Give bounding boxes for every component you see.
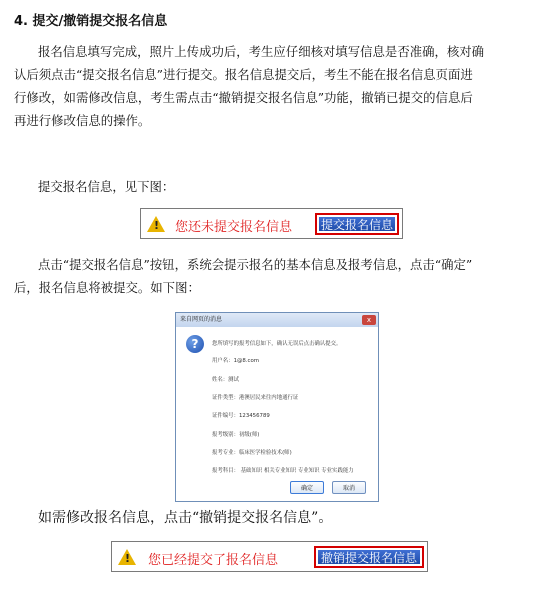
dialog-line: 姓名：测试 — [212, 377, 239, 383]
submit-status-bar: ! 您还未提交报名信息 提交报名信息 — [140, 208, 403, 239]
confirm-dialog — [175, 312, 379, 502]
revoke-submit-button[interactable]: 撤销提交报名信息 — [318, 550, 420, 564]
dialog-line: 您所填写的报考信息如下，确认无误后点击确认提交。 — [212, 341, 342, 347]
revoke-intro-text: 如需修改报名信息，点击“撤销提交报名信息”。 — [38, 510, 333, 526]
confirm-paragraph — [14, 253, 534, 299]
submit-intro-text: 提交报名信息，见下图： — [38, 179, 175, 194]
dialog-line: 证件类型：港澳居民来往内地通行证 — [212, 395, 299, 401]
cancel-button[interactable]: 取消 — [332, 481, 366, 494]
not-submitted-text: 您还未提交报名信息 — [175, 220, 293, 235]
paragraph-line: 认后须点击“提交报名信息”进行提交。报名信息提交后，考生不能在报名信息页面进 — [14, 67, 473, 82]
revoke-status-bar: ! 您已经提交了报名信息 撤销提交报名信息 — [111, 541, 428, 572]
close-icon[interactable]: x — [362, 315, 376, 325]
question-icon: ? — [186, 335, 204, 353]
paragraph-line: 点击“提交报名信息”按钮，系统会提示报名的基本信息及报考信息，点击“确定” — [38, 257, 473, 272]
paragraph-line: 报名信息填写完成，照片上传成功后，考生应仔细核对填写信息是否准确，核对确 — [38, 44, 485, 59]
paragraph-line: 后，报名信息将被提交。如下图： — [14, 280, 200, 295]
dialog-line: 报考级别：初级(师) — [212, 432, 260, 438]
dialog-line: 报考专业：临床医学检验技术(师) — [212, 450, 292, 456]
intro-paragraph — [14, 40, 534, 132]
ok-button[interactable]: 确定 — [290, 481, 324, 494]
submitted-text: 您已经提交了报名信息 — [148, 553, 279, 568]
dialog-line: 报考科目： 基础知识 相关专业知识 专业知识 专业实践能力 — [212, 468, 354, 474]
paragraph-line: 行修改，如需修改信息，考生需点击“撤销提交报名信息”功能，撤销已提交的信息后 — [14, 90, 473, 105]
revoke-info-button-highlight — [314, 546, 424, 568]
submit-info-button[interactable]: 提交报名信息 — [320, 217, 393, 232]
submit-info-button-highlight — [315, 213, 399, 235]
dialog-body — [180, 329, 374, 497]
dialog-line: 用户名：1@8.com — [212, 358, 260, 364]
section-heading: 4. 提交/撤销提交报名信息 — [14, 14, 168, 29]
dialog-title: 来自网页的消息 — [176, 313, 378, 327]
paragraph-line: 再进行修改信息的操作。 — [14, 113, 151, 128]
dialog-line: 证件编号：123456789 — [212, 413, 270, 419]
